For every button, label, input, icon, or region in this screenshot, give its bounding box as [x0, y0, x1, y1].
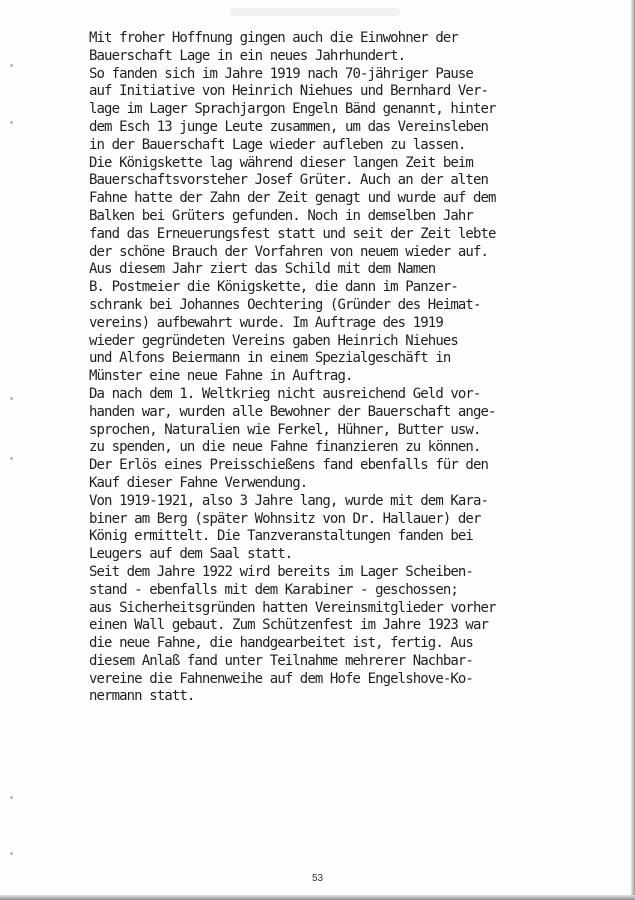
- punch-mark: [10, 852, 13, 855]
- body-text: [89, 30, 599, 706]
- text-line: in der Bauerschaft Lage wieder aufleben zu lassen.: [89, 136, 466, 153]
- text-line: zu spenden, un die neue Fahne finanzieren zu können.: [89, 439, 481, 456]
- faded-header-mark: [230, 8, 400, 16]
- punch-mark: [10, 397, 13, 400]
- text-line: Mit froher Hoffnung gingen auch die Einwohner der: [89, 30, 458, 46]
- text-line: die neue Fahne, die handgearbeitet ist, fertig. Aus: [89, 635, 473, 652]
- text-line: und Alfons Beiermann in einem Spezialgeschäft in: [89, 350, 451, 367]
- text-line: lage im Lager Sprachjargon Engeln Bänd genannt, hinter: [89, 101, 496, 118]
- text-line: sprochen, Naturalien wie Ferkel, Hühner, Butter usw.: [89, 421, 481, 438]
- text-line: So fanden sich im Jahre 1919 nach 70-jähriger Pause: [89, 65, 473, 82]
- text-line: König ermittelt. Die Tanzveranstaltungen fanden bei: [89, 528, 473, 545]
- text-line: nermann statt.: [89, 688, 195, 705]
- text-line: Kauf dieser Fahne Verwendung.: [89, 474, 308, 491]
- text-line: stand - ebenfalls mit dem Karabiner - geschossen;: [89, 581, 458, 598]
- text-line: vereine die Fahnenweihe auf dem Hofe Engelshove-Ko-: [89, 670, 473, 687]
- text-line: schrank bei Johannes Oechtering (Gründer des Heimat-: [89, 296, 481, 313]
- text-line: auf Initiative von Heinrich Niehues und Bernhard Ver-: [89, 83, 489, 100]
- text-line: Der Erlös eines Preisschießens fand ebenfalls für den: [89, 457, 489, 474]
- text-line: Aus diesem Jahr ziert das Schild mit dem Namen: [89, 261, 436, 278]
- punch-mark: [10, 457, 13, 460]
- text-line: Die Königskette lag während dieser langen Zeit beim: [89, 154, 473, 171]
- text-line: dem Esch 13 junge Leute zusammen, um das Vereinsleben: [89, 118, 489, 135]
- text-line: aus Sicherheitsgründen hatten Vereinsmitglieder vorher: [89, 599, 496, 616]
- text-line: Leugers auf dem Saal statt.: [89, 546, 293, 563]
- punch-mark: [10, 796, 13, 799]
- text-line: wieder gegründeten Vereins gaben Heinrich Niehues: [89, 332, 458, 349]
- text-line: Da nach dem 1. Weltkrieg nicht ausreichend Geld vor-: [89, 385, 481, 402]
- scan-edge-right: [631, 0, 635, 900]
- text-line: Balken bei Grüters gefunden. Noch in demselben Jahr: [89, 207, 473, 224]
- text-line: fand das Erneuerungsfest statt und seit der Zeit lebte: [89, 225, 496, 242]
- punch-mark: [10, 121, 13, 124]
- text-line: Von 1919-1921, also 3 Jahre lang, wurde mit dem Kara-: [89, 492, 489, 509]
- page-number: 53: [311, 873, 324, 884]
- text-line: einen Wall gebaut. Zum Schützenfest im Jahre 1923 war: [89, 617, 489, 634]
- text-line: Bauerschaftsvorsteher Josef Grüter. Auch an der alten: [89, 172, 489, 189]
- punch-mark: [10, 64, 13, 67]
- text-line: Seit dem Jahre 1922 wird bereits im Lager Scheiben-: [89, 563, 473, 580]
- text-line: Münster eine neue Fahne in Auftrag.: [89, 368, 353, 385]
- text-line: biner am Berg (später Wohnsitz von Dr. Hallauer) der: [89, 510, 481, 527]
- text-line: diesem Anlaß fand unter Teilnahme mehrerer Nachbar-: [89, 652, 473, 669]
- scan-edge-bottom: [0, 895, 635, 900]
- text-line: der schöne Brauch der Vorfahren von neuem wieder auf.: [89, 243, 489, 260]
- text-line: Bauerschaft Lage in ein neues Jahrhundert.: [89, 47, 406, 64]
- text-line: B. Postmeier die Königskette, die dann im Panzer-: [89, 279, 458, 296]
- text-line: handen war, wurden alle Bewohner der Bauerschaft ange-: [89, 403, 496, 420]
- text-line: vereins) aufbewahrt wurde. Im Auftrage des 1919: [89, 314, 443, 331]
- text-line: Fahne hatte der Zahn der Zeit genagt und wurde auf dem: [89, 190, 496, 207]
